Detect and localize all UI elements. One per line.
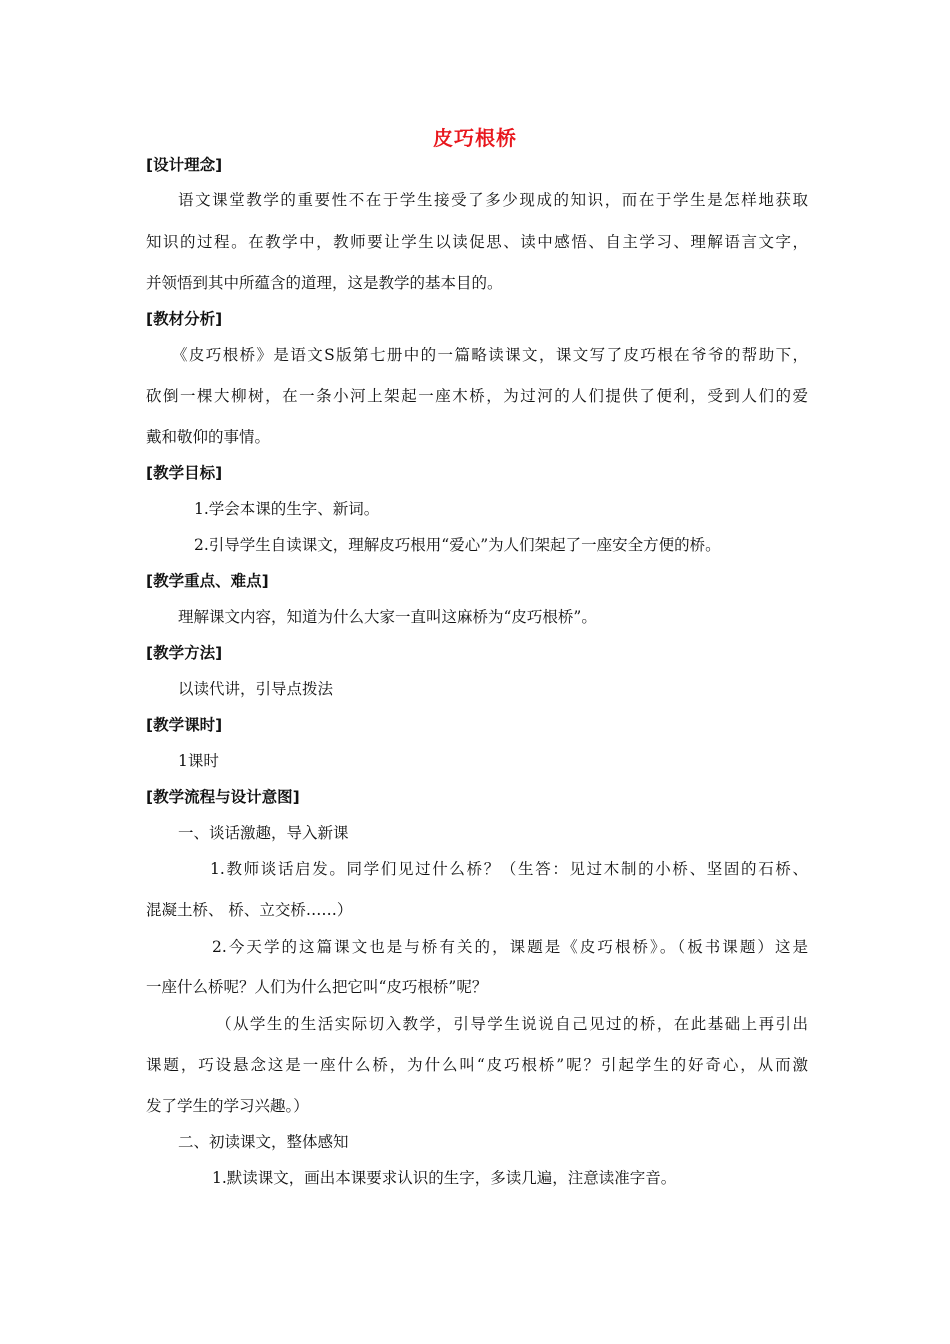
section-heading-design-concept: [设计理念]: [146, 156, 223, 174]
paragraph-line: 1.教师谈话启发。同学们见过什么桥？（生答：见过木制的小桥、坚固的石桥、: [210, 860, 808, 878]
list-item: 1.学会本课的生字、新词。: [194, 500, 380, 518]
step-heading: 一、谈话激趣，导入新课: [178, 824, 349, 842]
paragraph-line: 理解课文内容，知道为什么大家一直叫这麻桥为“皮巧根桥”。: [178, 608, 597, 626]
section-heading-teaching-goals: [教学目标]: [146, 464, 223, 482]
paragraph-line: 2.今天学的这篇课文也是与桥有关的，课题是《皮巧根桥》。（板书课题）这是: [212, 938, 808, 956]
section-heading-teaching-process: [教学流程与设计意图]: [146, 788, 300, 806]
paragraph-line: 知识的过程。在教学中，教师要让学生以读促思、读中感悟、自主学习、理解语言文字，: [146, 233, 808, 251]
paragraph-line: 1.默读课文，画出本课要求认识的生字，多读几遍，注意读准字音。: [212, 1169, 677, 1187]
paragraph-line: 一座什么桥呢？人们为什么把它叫“皮巧根桥”呢？: [146, 978, 488, 996]
paragraph-line: 并领悟到其中所蕴含的道理，这是教学的基本目的。: [146, 274, 503, 292]
list-item: 2.引导学生自读课文，理解皮巧根用“爱心”为人们架起了一座安全方便的桥。: [194, 536, 721, 554]
section-heading-class-hours: [教学课时]: [146, 716, 223, 734]
section-heading-material-analysis: [教材分析]: [146, 310, 223, 328]
paragraph-line: 1课时: [178, 752, 219, 770]
step-heading: 二、初读课文，整体感知: [178, 1133, 349, 1151]
paragraph-line: 以读代讲，引导点拨法: [178, 680, 334, 698]
paragraph-line: 混凝土桥、 桥、立交桥……）: [146, 901, 353, 919]
paragraph-line: 发了学生的学习兴趣。）: [146, 1097, 309, 1115]
paragraph-line: 语文课堂教学的重要性不在于学生接受了多少现成的知识，而在于学生是怎样地获取: [178, 191, 808, 209]
paragraph-line: 《皮巧根桥》是语文S版第七册中的一篇略读课文，课文写了皮巧根在爷爷的帮助下，: [172, 346, 808, 364]
document-title: 皮巧根桥: [433, 126, 517, 150]
section-heading-teaching-method: [教学方法]: [146, 644, 223, 662]
paragraph-line: 课题，巧设悬念这是一座什么桥，为什么叫“皮巧根桥”呢？引起学生的好奇心，从而激: [146, 1056, 808, 1074]
paragraph-line: （从学生的生活实际切入教学，引导学生说说自己见过的桥，在此基础上再引出: [216, 1015, 808, 1033]
paragraph-line: 砍倒一棵大柳树，在一条小河上架起一座木桥，为过河的人们提供了便利，受到人们的爱: [146, 387, 808, 405]
paragraph-line: 戴和敬仰的事情。: [146, 428, 271, 446]
section-heading-key-points: [教学重点、难点]: [146, 572, 269, 590]
